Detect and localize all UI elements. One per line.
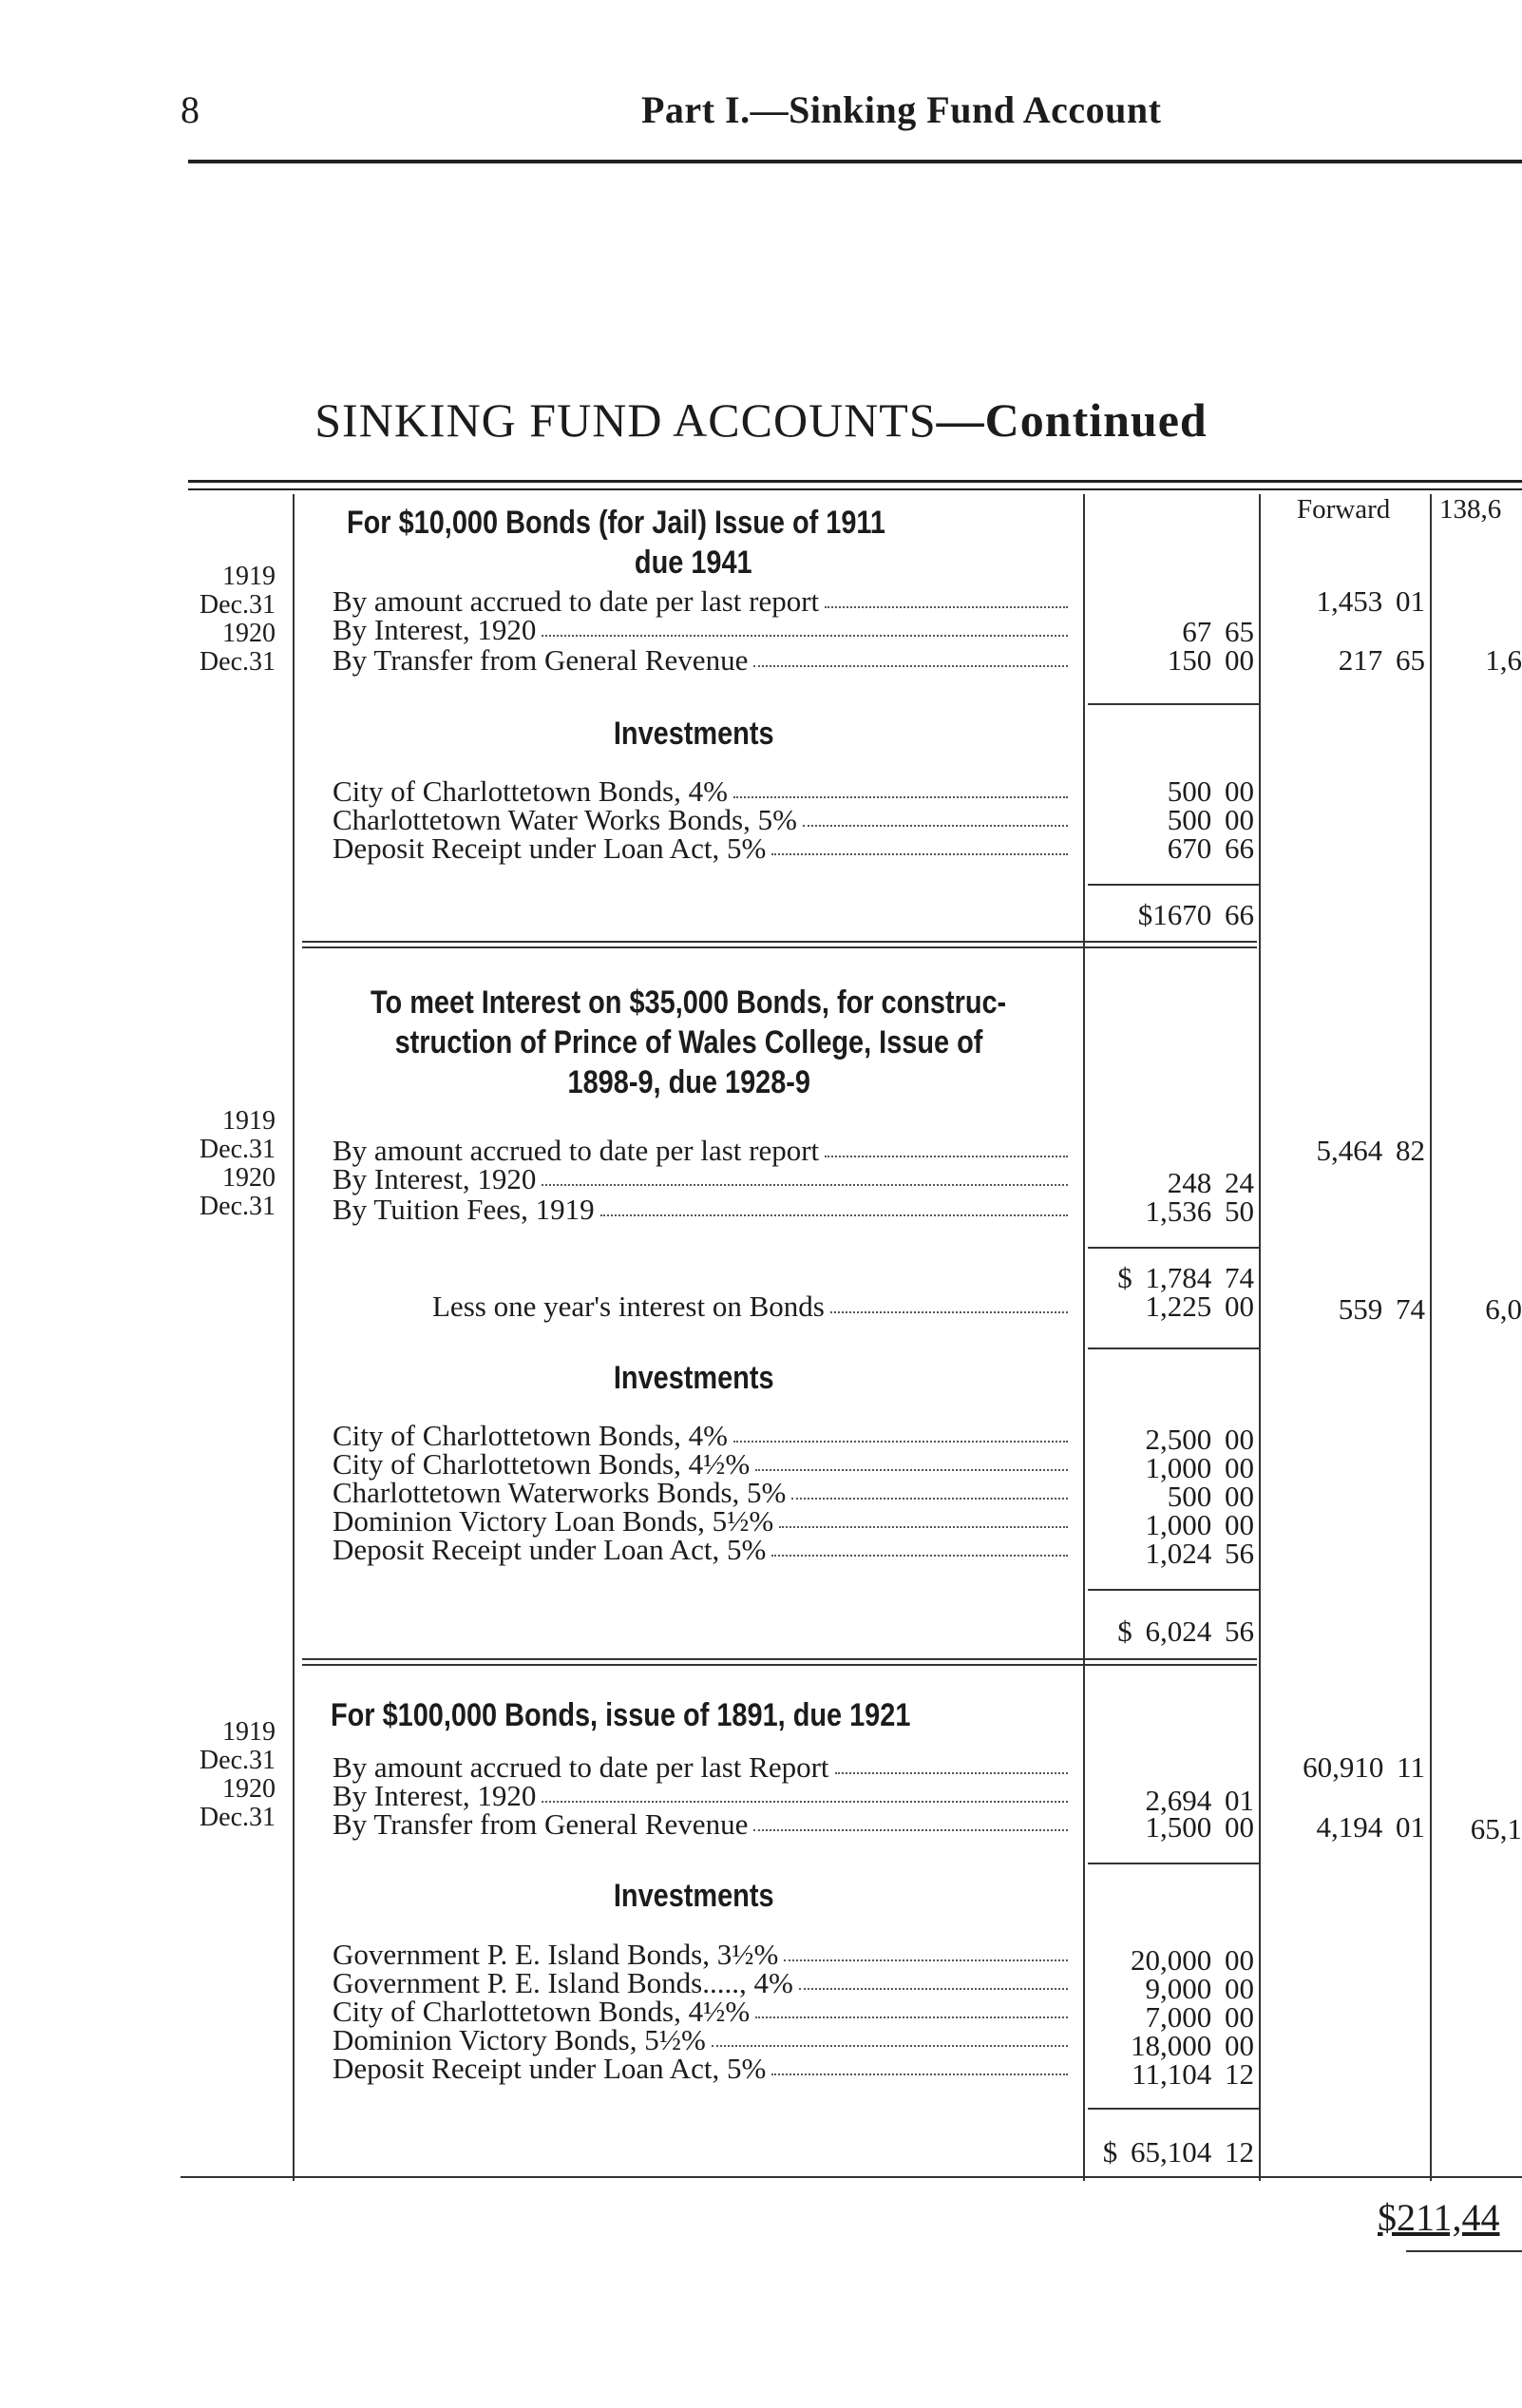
section2-heading-line2: struction of Prince of Wales College, Issue of <box>394 1024 983 1061</box>
section3-total: $ 65,104 12 <box>1102 2135 1254 2169</box>
section3-investment-2-amount: 9,000 00 <box>1145 1972 1254 2005</box>
title-main: SINKING FUND ACCOUNTS <box>314 393 937 447</box>
section2-investment-2: City of Charlottetown Bonds, 4½% <box>333 1450 1074 1479</box>
section2-investment-3-amount: 500 00 <box>1167 1480 1254 1513</box>
title-double-rule <box>188 480 1522 490</box>
section2-rule-a <box>1088 1347 1259 1349</box>
section2-less-line: Less one year's interest on Bonds <box>432 1292 1074 1321</box>
section1-entry-3-amount2: 217 65 <box>1338 643 1425 677</box>
section1-investment-2: Charlottetown Water Works Bonds, 5% <box>333 806 1074 834</box>
section3-entry-3: By Transfer from General Revenue <box>333 1810 1074 1839</box>
section1-heading-line2: due 1941 <box>635 545 752 581</box>
section2-investment-5: Deposit Receipt under Loan Act, 5% <box>333 1536 1074 1564</box>
forward-label: Forward <box>1297 494 1391 525</box>
section2-date-4: Dec.31 <box>199 1192 276 1221</box>
section2-date-1: 1919 <box>222 1106 276 1136</box>
section3-entry-3-amount1: 1,500 00 <box>1145 1810 1254 1844</box>
section2-entry-3: By Tuition Fees, 1919 <box>333 1195 1074 1224</box>
section2-investment-2-amount: 1,000 00 <box>1145 1451 1254 1484</box>
forward-amount: 138,6 <box>1439 494 1502 525</box>
section3-investment-3-amount: 7,000 00 <box>1145 2000 1254 2034</box>
section1-entry-3-amount1: 150 00 <box>1167 643 1254 677</box>
column-rule-amount3 <box>1430 494 1432 2181</box>
header-rule <box>188 160 1522 163</box>
section1-investment-1: City of Charlottetown Bonds, 4% <box>333 777 1074 806</box>
section1-investments-heading: Investments <box>613 716 774 752</box>
section3-investment-1-amount: 20,000 00 <box>1131 1943 1254 1977</box>
column-rule-dates <box>293 494 295 2181</box>
section1-rule-a <box>1088 703 1259 705</box>
section3-investment-4-amount: 18,000 00 <box>1131 2029 1254 2062</box>
section3-entry-3-amount2: 4,194 01 <box>1316 1810 1425 1844</box>
section1-investment-2-amount: 500 00 <box>1167 803 1254 836</box>
section3-date-4: Dec.31 <box>199 1803 276 1832</box>
section2-investment-4-amount: 1,000 00 <box>1145 1508 1254 1541</box>
title-continued: —Continued <box>936 393 1208 447</box>
section2-carry: 6,0 <box>1485 1292 1522 1326</box>
section3-investment-2: Government P. E. Island Bonds....., 4% <box>333 1969 1074 1997</box>
section3-total-rule <box>1088 2108 1259 2110</box>
page-number: 8 <box>181 88 200 131</box>
grand-total-rule <box>1406 2250 1522 2252</box>
section3-carry: 65,1 <box>1470 1812 1522 1845</box>
section2-separator <box>302 1658 1257 1666</box>
section3-investment-5: Deposit Receipt under Loan Act, 5% <box>333 2054 1074 2083</box>
section3-date-3: 1920 <box>222 1774 276 1804</box>
section2-heading-line1: To meet Interest on $35,000 Bonds, for construc- <box>371 984 1007 1021</box>
section3-heading: For $100,000 Bonds, issue of 1891, due 1921 <box>331 1697 911 1733</box>
bottom-rule <box>181 2176 1522 2178</box>
section2-date-2: Dec.31 <box>199 1135 276 1164</box>
section1-investment-3: Deposit Receipt under Loan Act, 5% <box>333 834 1074 863</box>
section3-investments-heading: Investments <box>613 1878 774 1914</box>
section2-investment-3: Charlottetown Waterworks Bonds, 5% <box>333 1479 1074 1507</box>
section2-entry-2: By Interest, 1920 <box>333 1165 1074 1194</box>
section2-entry-1: By amount accrued to date per last report <box>333 1137 1074 1165</box>
section3-date-1: 1919 <box>222 1717 276 1747</box>
section3-rule-a <box>1088 1863 1259 1864</box>
section1-total-rule <box>1088 884 1259 886</box>
section1-entry-2-amount1: 67 65 <box>1182 615 1254 648</box>
section1-entry-1-amount2: 1,453 01 <box>1316 584 1425 618</box>
section3-investment-4: Dominion Victory Bonds, 5½% <box>333 2026 1074 2054</box>
section2-investments-heading: Investments <box>613 1360 774 1396</box>
grand-total: $211,44 <box>1378 2196 1500 2239</box>
running-title: Part I.—Sinking Fund Account <box>641 88 1162 131</box>
section2-investment-1-amount: 2,500 00 <box>1145 1423 1254 1456</box>
section1-total: $1670 66 <box>1137 898 1254 931</box>
section1-investment-3-amount: 670 66 <box>1167 831 1254 865</box>
section3-entry-1-amount2: 60,910 11 <box>1303 1750 1425 1784</box>
section1-entry-1: By amount accrued to date per last report <box>333 587 1074 616</box>
section3-entry-1: By amount accrued to date per last Report <box>333 1753 1074 1782</box>
section2-subtotal: $ 1,784 74 <box>1117 1261 1254 1294</box>
section3-investment-1: Government P. E. Island Bonds, 3½% <box>333 1940 1074 1969</box>
section1-heading-line1: For $10,000 Bonds (for Jail) Issue of 1911 <box>347 505 885 541</box>
section2-investment-1: City of Charlottetown Bonds, 4% <box>333 1422 1074 1450</box>
section2-total-rule <box>1088 1589 1259 1591</box>
section2-less-amount2: 559 74 <box>1338 1292 1425 1326</box>
section1-carry: 1,6 <box>1485 643 1522 677</box>
section3-entry-2: By Interest, 1920 <box>333 1782 1074 1810</box>
section1-date-1: 1919 <box>222 562 276 591</box>
section2-total: $ 6,024 56 <box>1117 1615 1254 1648</box>
page-title <box>0 392 1522 448</box>
section2-date-3: 1920 <box>222 1163 276 1193</box>
section2-entry-1-amount2: 5,464 82 <box>1316 1134 1425 1167</box>
section1-date-3: 1920 <box>222 619 276 648</box>
section1-date-4: Dec.31 <box>199 647 276 677</box>
section1-entry-3: By Transfer from General Revenue <box>333 646 1074 675</box>
section2-less-amount: 1,225 00 <box>1145 1290 1254 1323</box>
section3-investment-5-amount: 11,104 12 <box>1132 2057 1254 2091</box>
section2-heading-line3: 1898-9, due 1928-9 <box>567 1064 810 1100</box>
section1-investment-1-amount: 500 00 <box>1167 774 1254 808</box>
section1-entry-2: By Interest, 1920 <box>333 616 1074 644</box>
section2-entry-3-amount1: 1,536 50 <box>1145 1194 1254 1228</box>
section2-investment-4: Dominion Victory Loan Bonds, 5½% <box>333 1507 1074 1536</box>
section2-investment-5-amount: 1,024 56 <box>1145 1537 1254 1570</box>
column-rule-amount1 <box>1083 494 1085 2181</box>
section3-entry-2-amount1: 2,694 01 <box>1145 1784 1254 1817</box>
column-rule-amount2 <box>1259 494 1261 2181</box>
section2-entry-2-amount1: 248 24 <box>1167 1166 1254 1199</box>
section2-subtotal-rule <box>1088 1247 1259 1249</box>
section1-date-2: Dec.31 <box>199 590 276 620</box>
section1-separator <box>302 941 1257 948</box>
section3-date-2: Dec.31 <box>199 1746 276 1775</box>
section3-investment-3: City of Charlottetown Bonds, 4½% <box>333 1997 1074 2026</box>
